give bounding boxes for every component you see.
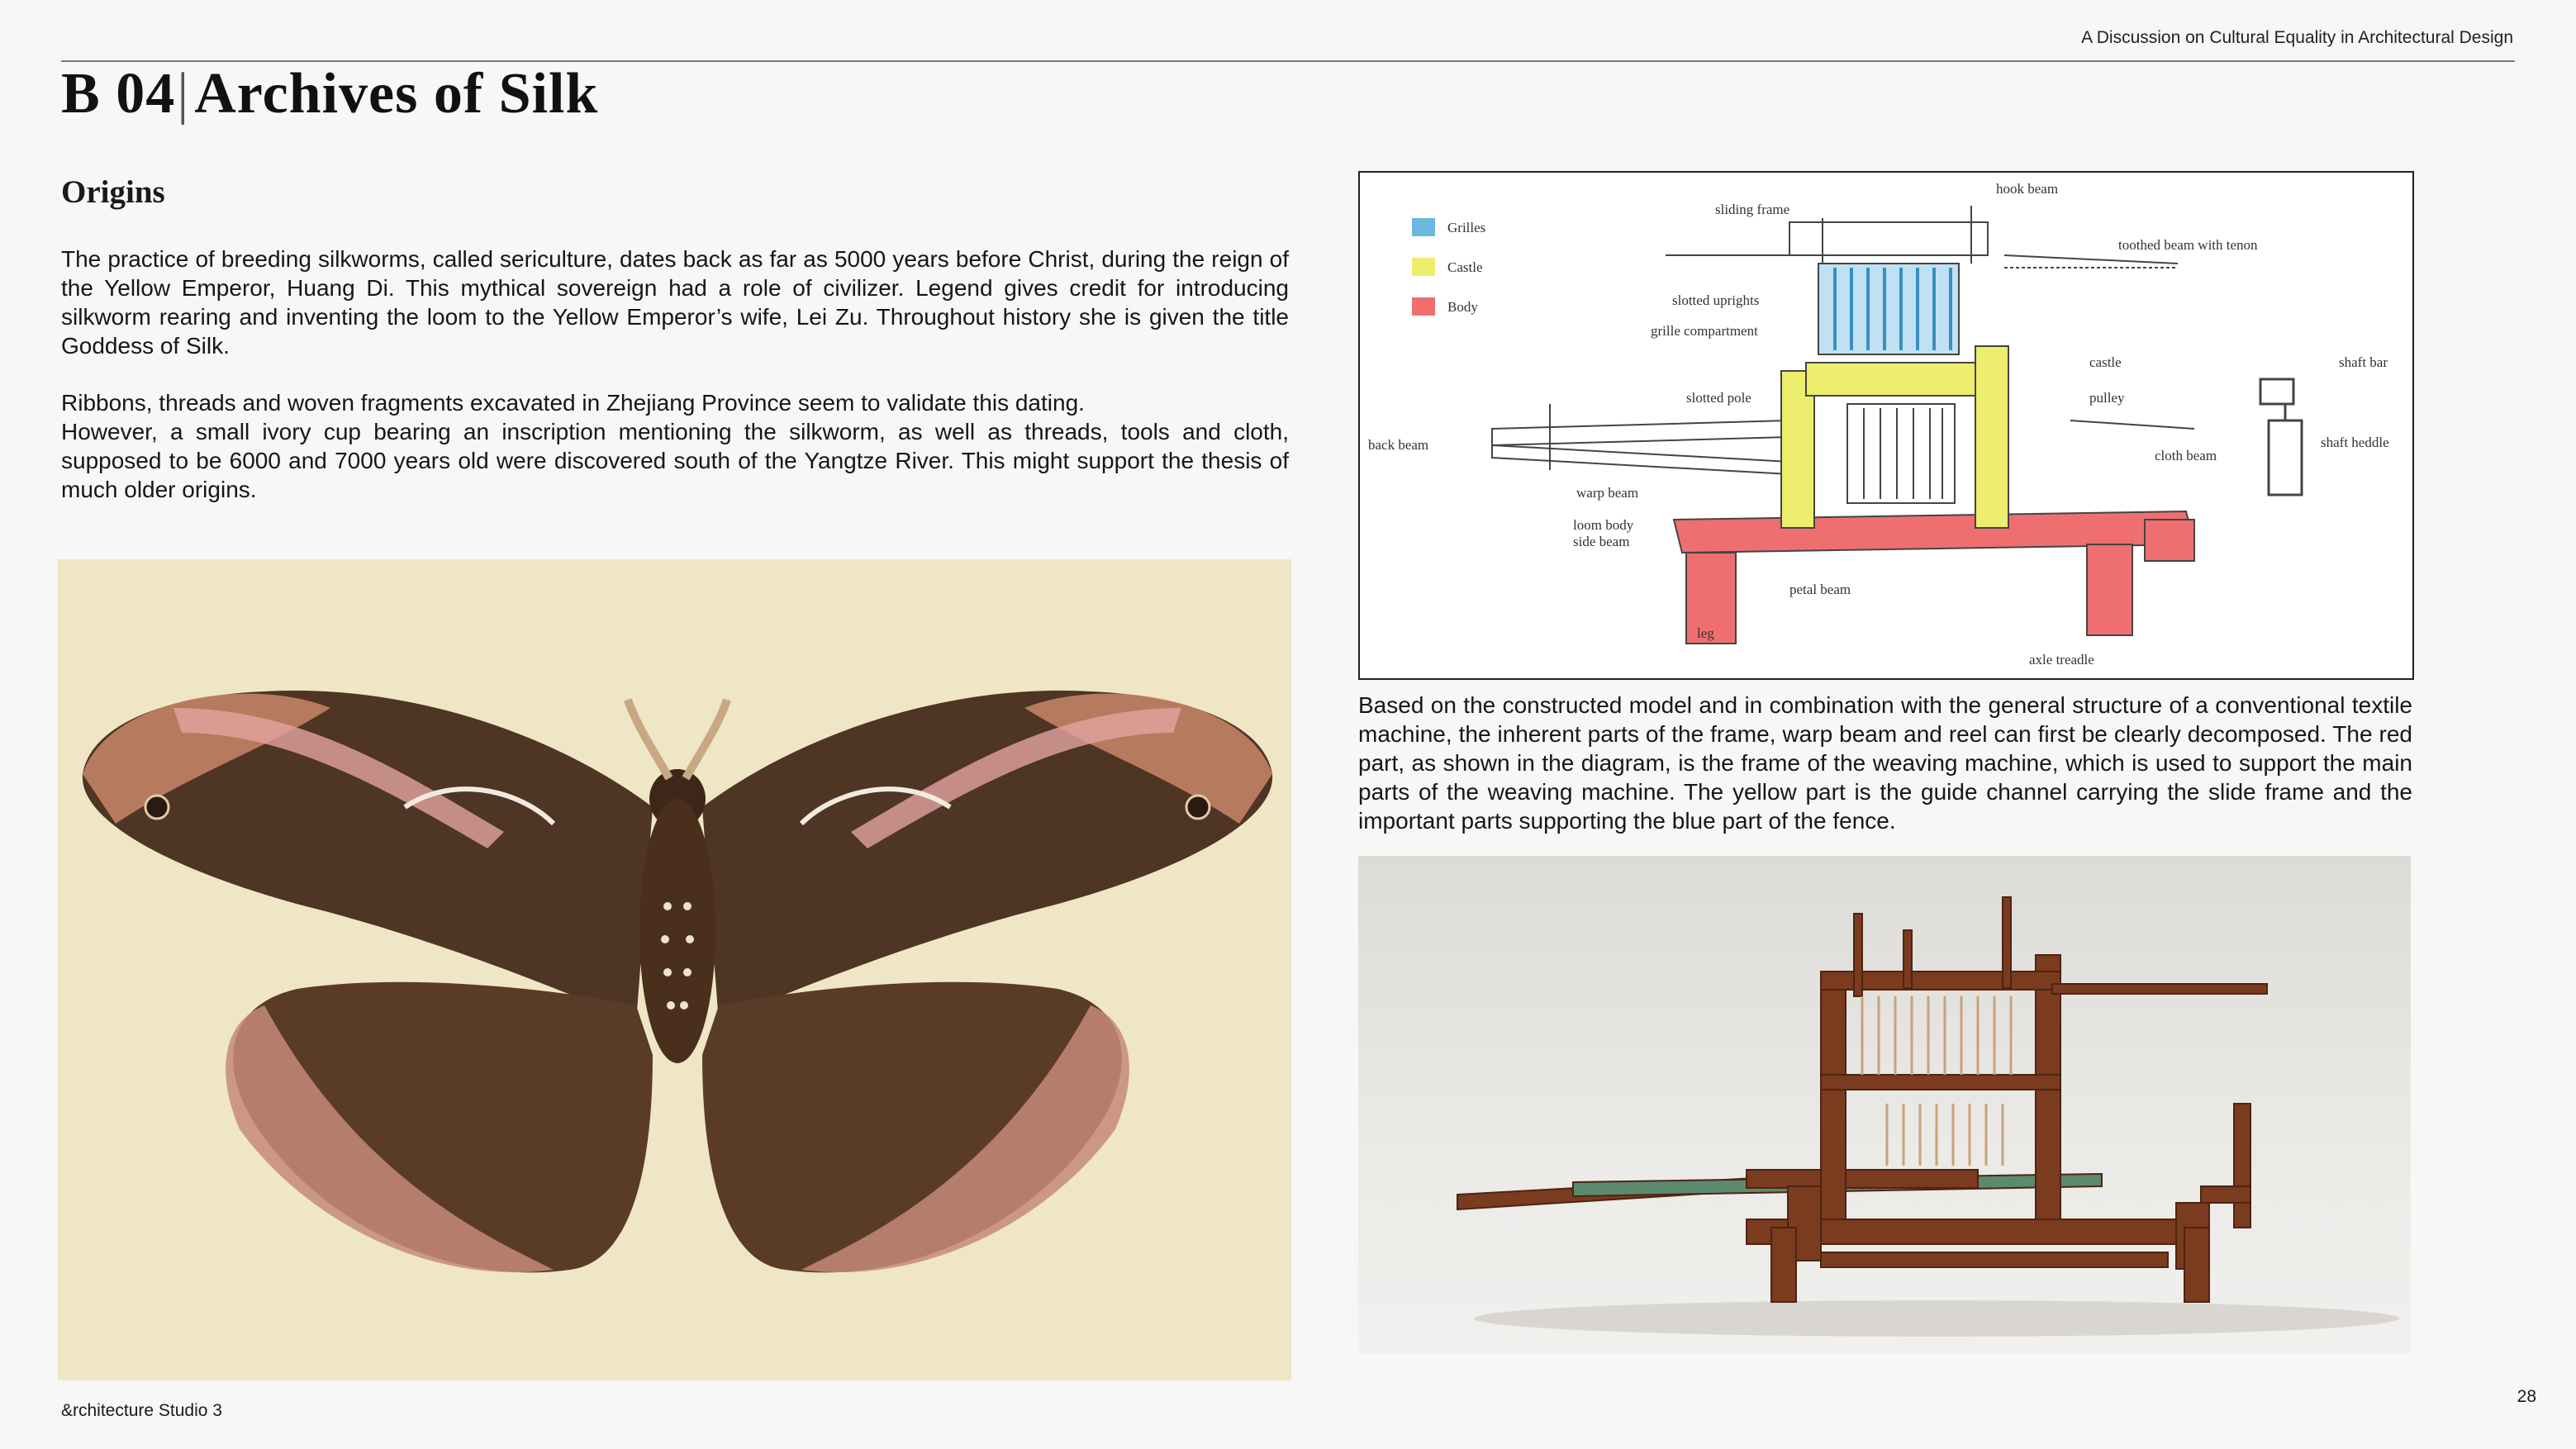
legend-castle: Castle — [1447, 259, 1483, 275]
moth-drawing — [58, 559, 1291, 1380]
back-beam-rails — [1492, 404, 1789, 474]
paragraph-origins-2a: Ribbons, threads and woven fragments excavated in Zhejiang Province seem to validate this dating. — [61, 390, 1085, 416]
label-castle: castle — [2089, 354, 2122, 370]
running-title: A Discussion on Cultural Equality in Architectural Design — [2081, 28, 2513, 47]
legend-swatch-castle — [1412, 258, 1435, 276]
legend-swatch-body — [1412, 297, 1435, 316]
loom-diagram-drawing — [1360, 173, 2412, 678]
footer-studio: &rchitecture Studio 3 — [61, 1401, 222, 1420]
label-leg: leg — [1697, 625, 1714, 641]
label-cloth-beam: cloth beam — [2155, 448, 2217, 463]
loom-castle — [1781, 346, 2008, 528]
label-slotted-pole: slotted pole — [1686, 390, 1751, 406]
paragraph-loom-description: Based on the constructed model and in combination with the general structure of a conventional textile machine, the inherent parts of the frame, warp beam and reel can first be clearly decomposed. The red part, as shown in the diagram, is the frame of the weaving machine, which is used to support the main parts of the weaving machine. The yellow part is the guide channel carrying the slide frame and the important parts supporting the blue part of the fence. — [1358, 692, 2412, 834]
label-hook-beam: hook beam — [1996, 181, 2059, 197]
page-code: B 04 — [61, 62, 176, 126]
loom-model — [1457, 897, 2267, 1302]
left-antenna — [628, 700, 669, 778]
paragraph-origins-2 — [61, 388, 1289, 504]
section-heading: Origins — [61, 174, 165, 210]
loom-shadow — [1474, 1300, 2399, 1337]
page-title-text: Archives of Silk — [194, 62, 599, 126]
loom-body — [1674, 511, 2194, 644]
paragraph-origins-1: The practice of breeding silkworms, called sericulture, dates back as far as 5000 years before Christ, during the reign of the Yellow Emperor, Huang Di. This mythical sovereign had a role of civilizer. Legend gives credit for introducing silkworm rearing and inventing the loom to the Yellow Emperor’s wife, Lei Zu. Throughout history she is given the title Goddess of Silk. — [61, 246, 1289, 359]
page-number: 28 — [2517, 1387, 2536, 1406]
label-sliding-frame: sliding frame — [1715, 202, 1790, 217]
page-title — [61, 61, 598, 127]
label-warp-beam: warp beam — [1576, 485, 1639, 501]
label-loom-body: loom body — [1573, 517, 1634, 533]
label-toothed-beam: toothed beam with tenon — [2118, 237, 2258, 253]
legend-grilles: Grilles — [1447, 220, 1486, 235]
left-eyespot — [145, 796, 169, 819]
label-pulley: pulley — [2089, 390, 2125, 406]
title-separator: | — [177, 62, 190, 126]
label-slotted-uprights: slotted uprights — [1672, 292, 1760, 308]
legend-swatch-grilles — [1412, 218, 1435, 236]
legend-body: Body — [1447, 299, 1478, 315]
label-petal-beam: petal beam — [1789, 582, 1851, 597]
label-side-beam: side beam — [1573, 534, 1630, 549]
loom-model-photo — [1358, 856, 2411, 1353]
shaft-detail — [2260, 379, 2302, 495]
right-eyespot — [1186, 796, 1210, 819]
right-antenna — [686, 700, 727, 778]
label-back-beam: back beam — [1368, 437, 1429, 453]
label-shaft-heddle: shaft heddle — [2321, 435, 2389, 450]
moth-illustration — [58, 559, 1291, 1380]
loom-model-drawing — [1358, 856, 2411, 1353]
loom-grilles — [1818, 264, 1959, 354]
label-shaft-bar: shaft bar — [2339, 354, 2388, 370]
label-grille-compartment: grille compartment — [1651, 323, 1758, 339]
loom-diagram — [1358, 171, 2414, 680]
diagram-labels — [1368, 181, 2389, 667]
moth-abdomen — [639, 799, 715, 1063]
label-axle-treadle: axle treadle — [2029, 652, 2094, 667]
paragraph-origins-2b: However, a small ivory cup bearing an inscription mentioning the silkworm, as well as threads, tools and cloth, supposed to be 6000 and 7000 years old were discovered south of the Yangtze River. This might support the thesis of much older origins. — [61, 419, 1289, 502]
diagram-legend — [1412, 218, 1485, 316]
